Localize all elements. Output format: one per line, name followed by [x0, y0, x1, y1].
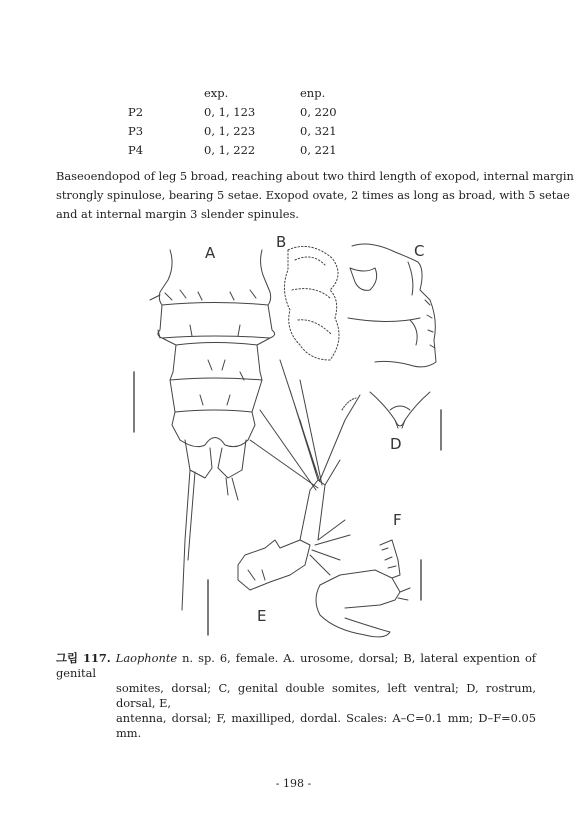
table-cell: 0, 1, 223 [204, 124, 256, 138]
figure-a-urosome [150, 250, 275, 610]
table-header-row [128, 86, 428, 102]
table-cell: 0, 221 [300, 143, 337, 157]
table-header-cell: enp. [300, 86, 326, 100]
figure-b-expansion [284, 246, 339, 360]
paragraph-line: and at internal margin 3 slender spinules. [56, 207, 299, 221]
table-cell: 0, 321 [300, 124, 337, 138]
page-number: - 198 - [275, 777, 312, 790]
caption-line: antenna, dorsal; F, maxilliped, dordal. Scales: A–C=0.1 mm; D–F=0.05 mm. [116, 711, 536, 740]
figure-d-rostrum [370, 392, 430, 428]
table-cell: P2 [128, 105, 144, 119]
table-cell: 0, 1, 222 [204, 143, 256, 157]
specimen-figure [110, 226, 450, 646]
caption-genus: Laophonte [115, 651, 178, 665]
description-paragraph [56, 167, 574, 224]
figure-c-genital-somites [348, 244, 436, 367]
figure-label-e: E [257, 607, 267, 625]
caption-text: n. sp. 6, female. A. urosome, dorsal; B, lateral expention of genital [56, 651, 537, 680]
figure-e-antenna [238, 360, 360, 590]
table-row [128, 143, 428, 159]
table-row [128, 124, 428, 140]
figure-label-f: F [393, 511, 402, 529]
table-header-cell: exp. [204, 86, 229, 100]
table-cell: P4 [128, 143, 144, 157]
figure-label-b: B [276, 233, 287, 251]
table-row [128, 105, 428, 121]
figure-label-a: A [205, 244, 216, 262]
figure-f-maxilliped [316, 540, 410, 637]
figure-label-d: D [390, 435, 402, 453]
paragraph-line: strongly spinulose, bearing 5 setae. Exopod ovate, 2 times as long as broad, with 5 setae [56, 188, 570, 202]
caption-line: somites, dorsal; C, genital double somites, left ventral; D, rostrum, dorsal, E, [116, 681, 536, 710]
table-cell: P3 [128, 124, 144, 138]
table-cell: 0, 220 [300, 105, 337, 119]
table-cell: 0, 1, 123 [204, 105, 256, 119]
paragraph-line: Baseoendopod of leg 5 broad, reaching about two third length of exopod, internal margin [56, 169, 574, 183]
caption-prefix: 그림 [56, 651, 79, 665]
figure-label-c: C [414, 242, 425, 260]
figure-caption [56, 651, 536, 741]
caption-number: 117. [83, 651, 111, 665]
